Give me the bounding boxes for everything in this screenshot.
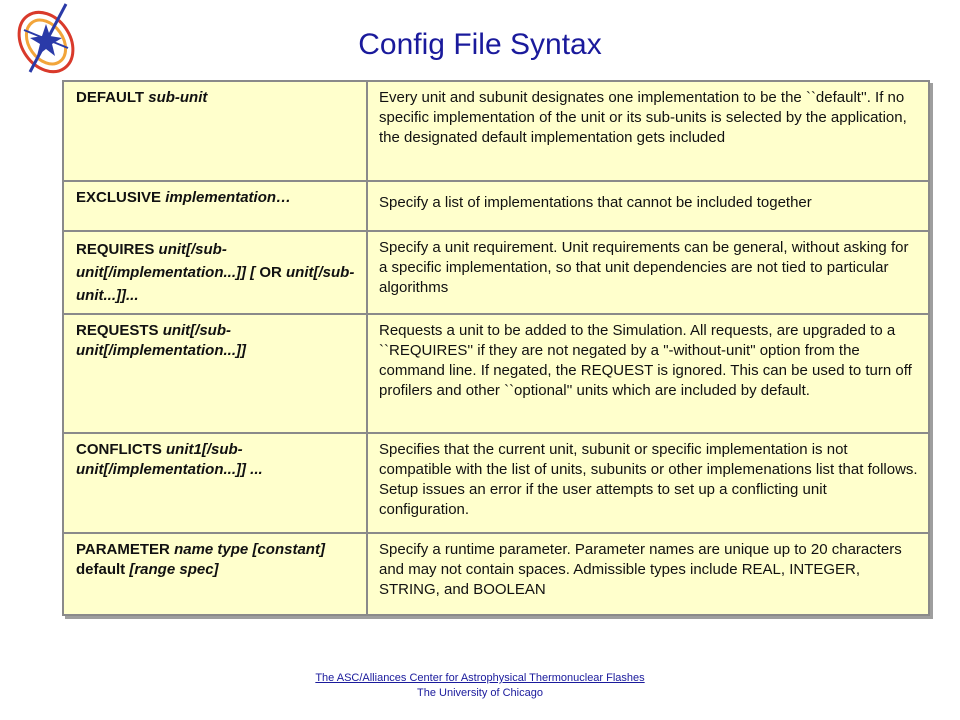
keyword: CONFLICTS — [76, 441, 162, 458]
keyword: DEFAULT — [76, 89, 145, 106]
keyword-args-constant: [constant] — [252, 541, 325, 558]
keyword-args: unit1[/sub-unit[/implementation...]] ... — [76, 441, 263, 478]
keyword: PARAMETER — [76, 541, 170, 558]
footer — [0, 671, 960, 701]
keyword-args: implementation… — [165, 189, 292, 206]
table-row — [63, 433, 929, 533]
description-cell: Every unit and subunit designates one implementation to be the ``default''. If no specific implementation of the unit or its sub-units is selected by the application, the designated default implementation gets included — [367, 81, 929, 181]
keyword: REQUESTS — [76, 322, 159, 339]
footer-link[interactable]: The ASC/Alliances Center for Astrophysical Thermonuclear Flashes — [315, 672, 645, 684]
keyword-cell — [63, 533, 367, 615]
keyword-cell — [63, 81, 367, 181]
syntax-table — [62, 80, 930, 616]
keyword-cell — [63, 314, 367, 433]
keyword-cell — [63, 433, 367, 533]
description-cell: Specify a list of implementations that cannot be included together — [367, 181, 929, 231]
keyword-cell — [63, 231, 367, 314]
footer-university: The University of Chicago — [417, 687, 543, 699]
page-title: Config File Syntax — [358, 28, 602, 61]
keyword-args: name type — [174, 541, 249, 558]
table-row — [63, 181, 929, 231]
table-row — [63, 231, 929, 314]
keyword-or: OR — [259, 264, 282, 281]
description-cell: Specify a runtime parameter. Parameter names are unique up to 20 characters and may not contain spaces. Admissible types include REAL, INTEGER, STRING, and BOOLEAN — [367, 533, 929, 615]
keyword-args: unit[/sub-unit[/implementation...]] [ — [76, 241, 256, 281]
table-row — [63, 533, 929, 615]
description-cell: Requests a unit to be added to the Simulation. All requests, are upgraded to a ``REQUIRES'' if they are not negated by a "-without-unit" option from the command line. If negated, the REQUEST is ignored. This can be used to turn off profilers and other ``optional'' units which are included by default. — [367, 314, 929, 433]
keyword-args-alt: unit[/sub-unit...]]... — [76, 264, 355, 304]
keyword: EXCLUSIVE — [76, 189, 162, 206]
keyword-args: unit[/sub-unit[/implementation...]] — [76, 322, 246, 359]
keyword: REQUIRES — [76, 241, 155, 258]
table-row — [63, 314, 929, 433]
keyword-default: default — [76, 561, 126, 578]
description-cell: Specifies that the current unit, subunit or specific implementation is not compatible with the list of units, subunits or other implemenations list that follows. Setup issues an error if the user attempts to set up a conflicting unit configuration. — [367, 433, 929, 533]
table-row — [63, 81, 929, 181]
keyword-cell — [63, 181, 367, 231]
keyword-args-range: [range spec] — [129, 561, 219, 578]
keyword-args: sub-unit — [148, 89, 208, 106]
description-cell: Specify a unit requirement. Unit requirements can be general, without asking for a specific implementation, so that unit dependencies are not tied to particular algorithms — [367, 231, 929, 314]
